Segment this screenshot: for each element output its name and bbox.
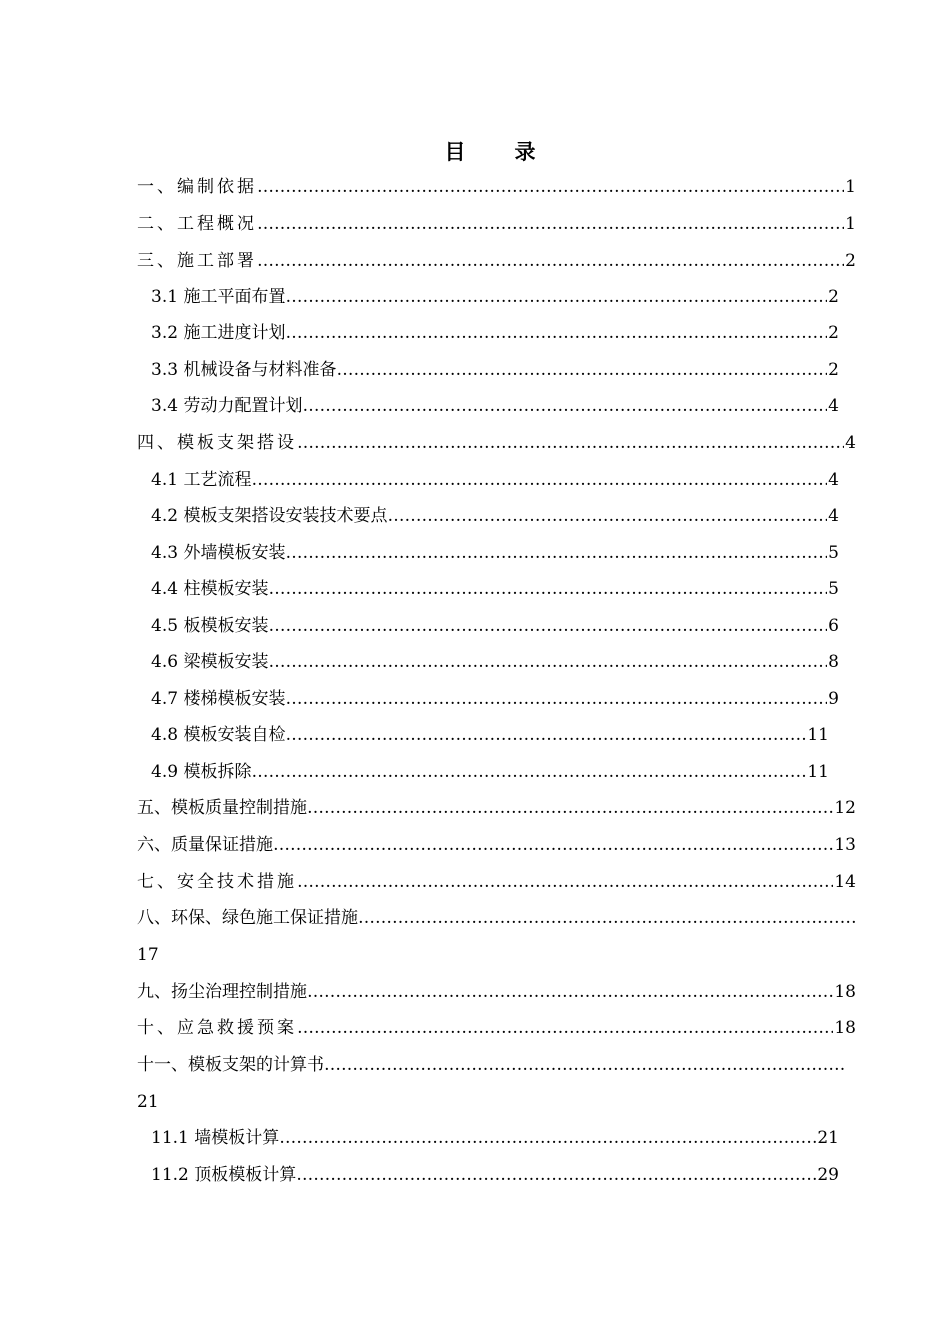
toc-entry[interactable] [151, 1125, 839, 1151]
toc-leader-dots [307, 979, 833, 1005]
toc-leader-dots [251, 467, 827, 493]
toc-leader-dots [297, 1015, 833, 1041]
toc-leader-dots [285, 686, 827, 712]
toc-entry-page: 4 [845, 433, 856, 453]
toc-leader-dots [268, 649, 827, 675]
toc-entry-page: 5 [828, 543, 839, 563]
toc-leader-dots [273, 832, 833, 858]
toc-entry-page: 8 [828, 652, 839, 672]
toc-entry-page: 9 [828, 689, 839, 709]
toc-entry-page: 1 [845, 214, 856, 234]
toc-entry[interactable] [137, 211, 856, 237]
toc-entry[interactable] [137, 979, 856, 1005]
toc-leader-dots [257, 248, 844, 274]
toc-entry[interactable] [151, 357, 839, 383]
toc-entry-page: 4 [828, 506, 839, 526]
toc-entry-page: 12 [834, 798, 856, 818]
toc-entry-page: 14 [834, 872, 856, 892]
toc-entry[interactable] [151, 613, 839, 639]
toc-leader-dots [302, 393, 827, 419]
toc-entry[interactable] [151, 576, 839, 602]
toc-leader-dots [358, 905, 856, 931]
toc-leader-dots [307, 795, 833, 821]
toc-entry[interactable] [151, 503, 839, 529]
toc-entry[interactable] [137, 248, 856, 274]
toc-entry-label: 4.7 楼梯模板安装 [151, 689, 286, 709]
toc-entry[interactable] [137, 869, 856, 895]
toc-entry-page: 11 [807, 762, 829, 782]
toc-leader-dots [285, 320, 827, 346]
toc-entry-label: 3.1 施工平面布置 [151, 287, 286, 307]
toc-entry-page: 13 [834, 835, 856, 855]
toc-entry-page: 4 [828, 470, 839, 490]
toc-entry-label: 4.3 外墙模板安装 [151, 543, 286, 563]
toc-entry-label: 九、扬尘治理控制措施 [137, 982, 307, 1002]
toc-entry-label: 3.2 施工进度计划 [151, 323, 286, 343]
toc-entry-page: 29 [817, 1165, 839, 1185]
toc-entry-label: 3.3 机械设备与材料准备 [151, 360, 337, 380]
toc-leader-dots [257, 211, 844, 237]
toc-entry-label: 八、环保、绿色施工保证措施 [137, 908, 358, 928]
toc-entry[interactable] [151, 649, 839, 675]
toc-entry-label: 11.2 顶板模板计算 [151, 1165, 297, 1185]
toc-entry-label: 4.5 板模板安装 [151, 616, 269, 636]
toc-leader-dots [285, 284, 827, 310]
toc-entry-label: 三、施工部署 [137, 251, 257, 271]
toc-entry-page: 6 [828, 616, 839, 636]
toc-entry[interactable] [137, 174, 856, 200]
toc-entry-page: 2 [828, 287, 839, 307]
toc-entry[interactable] [151, 320, 839, 346]
toc-entry-page: 2 [828, 360, 839, 380]
toc-entry[interactable] [151, 722, 829, 748]
toc-entry[interactable] [151, 467, 839, 493]
toc-entry-label: 二、工程概况 [137, 214, 257, 234]
toc-entry[interactable] [151, 284, 839, 310]
toc-entry[interactable] [137, 905, 856, 931]
toc-leader-dots [336, 357, 827, 383]
toc-entry-label: 4.2 模板支架搭设安装技术要点 [151, 506, 388, 526]
toc-entry-page: 2 [845, 251, 856, 271]
toc-leader-dots [296, 1162, 816, 1188]
toc-leader-dots [279, 1125, 816, 1151]
toc-entry-label: 十、应急救援预案 [137, 1018, 297, 1038]
toc-entry-label: 4.6 梁模板安装 [151, 652, 269, 672]
toc-entry-page: 11 [807, 725, 829, 745]
toc-entry-page: 1 [845, 177, 856, 197]
toc-entry-label: 一、编制依据 [137, 177, 257, 197]
toc-entry[interactable] [151, 393, 839, 419]
toc-entry-page: 4 [828, 396, 839, 416]
toc-leader-dots [297, 430, 844, 456]
toc-entry-page: 17 [137, 945, 159, 965]
toc-entry[interactable] [137, 795, 856, 821]
toc-entry-label: 七、安全技术措施 [137, 872, 297, 892]
toc-entry-label: 4.1 工艺流程 [151, 470, 252, 490]
toc-leader-dots [285, 722, 806, 748]
toc-leader-dots [285, 540, 827, 566]
toc-entry-label: 4.8 模板安装自检 [151, 725, 286, 745]
toc-entry[interactable] [137, 832, 856, 858]
toc-entry[interactable] [151, 1162, 839, 1188]
toc-leader-dots [268, 576, 827, 602]
toc-entry-label: 11.1 墙模板计算 [151, 1128, 280, 1148]
toc-entry-page: 2 [828, 323, 839, 343]
toc-leader-dots [268, 613, 827, 639]
toc-entry-page: 18 [834, 1018, 856, 1038]
toc-entry-label: 六、质量保证措施 [137, 835, 273, 855]
toc-entry[interactable] [151, 759, 829, 785]
toc-entry[interactable] [151, 540, 839, 566]
toc-entry-page: 5 [828, 579, 839, 599]
toc-entry[interactable] [137, 1015, 856, 1041]
toc-title: 目 录 [444, 139, 550, 164]
toc-entry[interactable] [137, 430, 856, 456]
toc-entry-label: 4.4 柱模板安装 [151, 579, 269, 599]
toc-entry-label: 十一、模板支架的计算书 [137, 1055, 324, 1075]
toc-entry-page: 21 [137, 1092, 159, 1112]
toc-entry[interactable] [137, 1052, 846, 1078]
toc-leader-dots [387, 503, 827, 529]
toc-entry-label: 五、模板质量控制措施 [137, 798, 307, 818]
toc-entry[interactable] [151, 686, 839, 712]
toc-leader-dots [257, 174, 844, 200]
toc-leader-dots [297, 869, 833, 895]
toc-entry-label: 3.4 劳动力配置计划 [151, 396, 303, 416]
toc-entry-label: 4.9 模板拆除 [151, 762, 252, 782]
toc-leader-dots [251, 759, 806, 785]
toc-leader-dots [324, 1052, 846, 1078]
toc-entry-label: 四、模板支架搭设 [137, 433, 297, 453]
toc-entry-page: 18 [834, 982, 856, 1002]
toc-entry-page: 21 [817, 1128, 839, 1148]
